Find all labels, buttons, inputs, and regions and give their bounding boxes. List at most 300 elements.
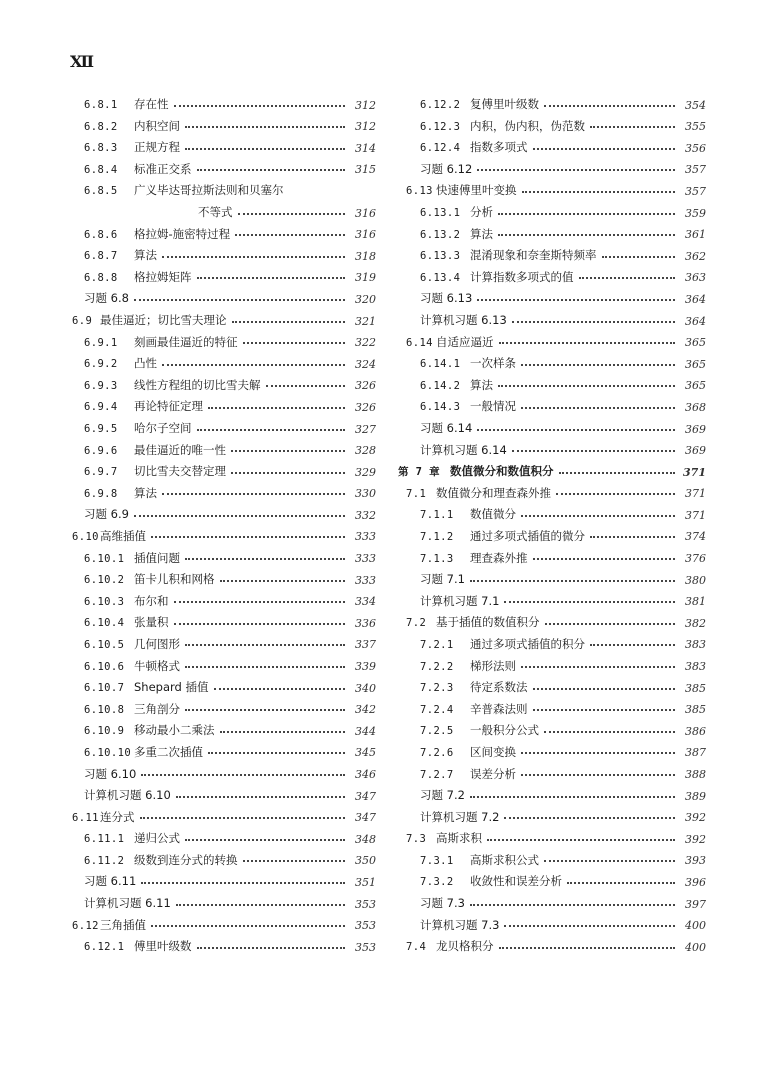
toc-entry-number: 7.1.3 [420, 552, 454, 565]
toc-dot-leader [174, 623, 346, 625]
toc-entry-page: 316 [355, 228, 376, 242]
toc-entry-page: 345 [355, 746, 376, 760]
toc-entry-title: 算法 [470, 377, 493, 392]
toc-entry-page: 365 [685, 336, 706, 350]
toc-section-entry [70, 305, 376, 327]
toc-subsection-entry [398, 672, 706, 694]
toc-entry-title: 数值微分和理查森外推 [436, 485, 551, 500]
toc-subsection-entry [70, 175, 376, 197]
toc-entry-page: 355 [685, 120, 706, 134]
toc-dot-leader [232, 321, 346, 323]
toc-dot-leader [214, 688, 346, 690]
toc-dot-leader [544, 860, 675, 862]
toc-subsection-entry [398, 262, 706, 284]
toc-dot-leader [134, 515, 345, 517]
toc-entry-number: 7.2.1 [420, 638, 454, 651]
toc-dot-leader [220, 731, 346, 733]
toc-entry-page: 334 [355, 595, 376, 609]
toc-entry-number: 6.10.9 [84, 725, 125, 738]
toc-entry-number: 6.10.2 [84, 574, 125, 587]
toc-section-entry [398, 175, 706, 197]
toc-dot-leader [176, 796, 345, 798]
toc-entry-number: 6.9.4 [84, 401, 118, 414]
toc-entry-title: 内积空间 [134, 118, 180, 133]
toc-entry-title: 通过多项式插值的微分 [470, 528, 585, 543]
toc-dot-leader [185, 558, 345, 560]
toc-entry-number: 7.3.1 [420, 854, 454, 867]
toc-dot-leader [208, 407, 345, 409]
toc-entry-page: 371 [683, 465, 706, 479]
toc-subsection-entry [398, 650, 706, 672]
toc-entry-page: 324 [355, 357, 376, 371]
toc-subsection-entry [398, 111, 706, 133]
toc-entry-title: 高斯求积公式 [470, 852, 539, 867]
toc-dot-leader [521, 364, 675, 366]
toc-entry-title: 基于插值的数值积分 [436, 615, 540, 630]
toc-entry-page: 314 [355, 141, 376, 155]
toc-entry-number: 6.9.5 [84, 423, 118, 435]
toc-entry-page: 339 [355, 660, 376, 674]
toc-entry-title: 广义毕达哥拉斯法则和贝塞尔 [134, 183, 284, 198]
toc-entry-title: 最佳逼近；切比雪夫理论 [100, 313, 227, 328]
toc-exercise-entry [70, 283, 376, 305]
toc-dot-leader [141, 774, 345, 776]
toc-entry-number: 6.13.1 [420, 207, 461, 220]
toc-entry-page: 333 [355, 573, 376, 587]
toc-dot-leader [231, 450, 345, 452]
toc-entry-page: 368 [685, 400, 706, 414]
toc-entry-page: 393 [685, 854, 706, 868]
toc-entry-number: 6.9.6 [84, 444, 118, 457]
toc-exercise-entry [398, 305, 706, 327]
toc-dot-leader [174, 601, 346, 603]
toc-entry-page: 326 [355, 400, 376, 414]
toc-subsection-entry [398, 197, 706, 219]
toc-subsection-entry [70, 931, 376, 953]
toc-dot-leader [185, 148, 345, 150]
toc-dot-leader [238, 213, 346, 215]
toc-entry-number: 6.8.7 [84, 250, 118, 263]
toc-dot-leader [499, 342, 676, 344]
toc-subsection-entry [398, 499, 706, 521]
toc-entry-number: 6.8.5 [84, 185, 118, 198]
toc-entry-title: 计算机习题 7.2 [420, 809, 500, 824]
toc-entry-title: 切比雪夫交替定理 [134, 464, 226, 479]
toc-dot-leader [197, 169, 346, 171]
toc-dot-leader [243, 342, 346, 344]
toc-entry-title: 习题 7.2 [420, 788, 465, 803]
toc-exercise-entry [70, 758, 376, 780]
toc-section-entry [70, 521, 376, 543]
toc-dot-leader [522, 191, 676, 193]
toc-subsection-entry [398, 758, 706, 780]
toc-entry-title: 标准正交系 [134, 161, 192, 176]
toc-entry-title: 傅里叶级数 [134, 939, 192, 954]
toc-entry-number: 6.14.3 [420, 401, 461, 414]
toc-entry-number: 6.13.2 [420, 228, 461, 241]
toc-entry-page: 388 [685, 768, 706, 781]
toc-entry-title: 存在性 [134, 97, 169, 112]
toc-exercise-entry [398, 802, 706, 824]
toc-entry-page: 328 [355, 444, 376, 458]
toc-entry-page: 346 [355, 768, 376, 781]
toc-entry-page: 322 [355, 336, 376, 350]
toc-entry-page: 330 [355, 487, 376, 501]
toc-entry-number: 7.2.7 [420, 768, 454, 781]
toc-entry-page: 351 [355, 875, 376, 889]
toc-entry-number: 6.10.10 [84, 746, 132, 759]
toc-subsection-entry [70, 650, 376, 672]
toc-entry-page: 329 [355, 465, 376, 479]
toc-subsection-entry [70, 823, 376, 845]
toc-subsection-entry [398, 737, 706, 759]
toc-entry-number: 6.9.3 [84, 379, 118, 392]
toc-dot-leader [521, 774, 675, 776]
toc-dot-leader [521, 407, 675, 409]
toc-subsection-entry [70, 413, 376, 435]
toc-entry-number: 7.3.2 [420, 876, 454, 889]
toc-subsection-entry [398, 391, 706, 413]
toc-entry-number: 6.13 [406, 185, 433, 198]
toc-exercise-entry [398, 435, 706, 457]
toc-dot-leader [499, 947, 676, 949]
toc-entry-page: 389 [685, 789, 706, 803]
toc-entry-title: 混淆现象和奈奎斯特频率 [470, 248, 597, 263]
toc-section-entry [398, 327, 706, 349]
toc-entry-page: 386 [685, 724, 706, 738]
toc-entry-title: 格拉姆矩阵 [134, 269, 192, 284]
toc-dot-leader [602, 256, 676, 258]
toc-subsection-entry [70, 737, 376, 759]
toc-entry-title: 龙贝格积分 [436, 939, 494, 954]
toc-entry-title: 快速傅里叶变换 [436, 183, 517, 198]
toc-entry-number: 6.10.3 [84, 595, 125, 608]
toc-subsection-entry [398, 240, 706, 262]
toc-entry-title: 哈尔子空间 [134, 421, 192, 435]
toc-subsection-entry [398, 715, 706, 737]
toc-entry-number: 6.12 [72, 919, 99, 932]
toc-dot-leader [477, 299, 675, 301]
toc-dot-leader [521, 752, 675, 754]
toc-exercise-entry [398, 888, 706, 910]
toc-entry-title: 数值微分 [470, 507, 516, 522]
toc-entry-page: 387 [685, 746, 706, 760]
toc-entry-page: 321 [355, 314, 376, 328]
toc-entry-title: 张量积 [134, 615, 169, 630]
toc-entry-number: 7.1.1 [420, 509, 454, 522]
toc-entry-number: 6.10.5 [84, 638, 125, 651]
toc-entry-page: 381 [685, 595, 706, 609]
toc-dot-leader [140, 817, 346, 819]
toc-entry-page: 353 [355, 897, 376, 911]
toc-entry-number: 6.8.8 [84, 271, 118, 284]
toc-entry-page: 369 [685, 444, 706, 458]
toc-entry-page: 312 [355, 98, 376, 112]
toc-entry-title: 辛普森法则 [470, 701, 528, 716]
toc-entry-page: 385 [685, 681, 706, 695]
toc-entry-title: 习题 6.14 [420, 421, 473, 435]
toc-dot-leader [231, 472, 345, 474]
toc-entry-page: 333 [355, 530, 376, 544]
toc-subsection-entry [70, 672, 376, 694]
toc-entry-page: 383 [685, 660, 706, 674]
toc-entry-page: 332 [355, 508, 376, 522]
toc-entry-page: 316 [355, 206, 376, 220]
toc-exercise-entry [398, 283, 706, 305]
toc-entry-number: 7.3 [406, 833, 427, 846]
toc-entry-title: 移动最小二乘法 [134, 723, 215, 738]
toc-dot-leader [504, 601, 675, 603]
toc-entry-title: 分析 [470, 205, 493, 220]
toc-entry-title: 布尔和 [134, 593, 169, 608]
toc-dot-leader [162, 256, 345, 258]
toc-dot-leader [545, 623, 676, 625]
toc-entry-number: 6.9.7 [84, 466, 118, 479]
toc-entry-title: 复傅里叶级数 [470, 97, 539, 112]
toc-subsection-entry [70, 845, 376, 867]
toc-entry-number: 6.13.4 [420, 271, 461, 284]
toc-entry-page: 353 [355, 919, 376, 933]
toc-chapter-entry [398, 456, 706, 478]
toc-entry-page: 369 [685, 422, 706, 436]
toc-dot-leader [208, 752, 345, 754]
toc-entry-title: 计算机习题 7.3 [420, 917, 500, 932]
toc-exercise-entry [398, 154, 706, 176]
toc-entry-page: 363 [685, 271, 706, 285]
toc-dot-leader [559, 472, 676, 474]
toc-entry-title: 习题 6.12 [420, 161, 473, 176]
toc-subsection-entry [398, 845, 706, 867]
toc-entry-page: 392 [685, 811, 706, 825]
toc-entry-title: 习题 7.1 [420, 572, 465, 587]
toc-entry-page: 400 [685, 940, 706, 954]
toc-dot-leader [176, 904, 345, 906]
toc-dot-leader [590, 536, 675, 538]
toc-entry-title: 算法 [134, 485, 157, 500]
toc-entry-number: 7.2.6 [420, 746, 454, 759]
toc-exercise-entry [398, 413, 706, 435]
toc-entry-number: 6.8.2 [84, 120, 118, 133]
toc-entry-title: 计算指数多项式的值 [470, 269, 574, 284]
toc-dot-leader [197, 277, 346, 279]
toc-exercise-entry [398, 586, 706, 608]
toc-entry-number: 6.9 [72, 315, 93, 328]
toc-subsection-entry [398, 694, 706, 716]
toc-subsection-entry [70, 154, 376, 176]
toc-dot-leader [185, 126, 345, 128]
toc-entry-title: Shepard 插值 [134, 680, 209, 695]
toc-dot-leader [185, 709, 345, 711]
toc-section-entry [398, 478, 706, 500]
toc-subsection-entry [70, 478, 376, 500]
toc-entry-title: 牛顿格式 [134, 658, 180, 673]
toc-entry-number: 6.10.8 [84, 703, 125, 716]
toc-entry-title: 算法 [470, 226, 493, 241]
toc-dot-leader [590, 644, 675, 646]
toc-entry-title: 高斯求积 [436, 831, 482, 846]
toc-subsection-entry [70, 715, 376, 737]
toc-exercise-entry [70, 888, 376, 910]
toc-subsection-entry [70, 542, 376, 564]
toc-subsection-entry [70, 89, 376, 111]
toc-entry-page: 350 [355, 854, 376, 868]
toc-subsection-entry [70, 435, 376, 457]
toc-dot-leader [544, 731, 675, 733]
toc-dot-leader [470, 580, 675, 582]
toc-dot-leader [579, 277, 676, 279]
toc-entry-title: 习题 6.9 [84, 507, 129, 522]
toc-exercise-entry [398, 780, 706, 802]
toc-dot-leader [498, 385, 675, 387]
toc-dot-leader [477, 169, 675, 171]
toc-subsection-entry [70, 370, 376, 392]
toc-dot-leader [498, 234, 675, 236]
toc-subsection-entry [70, 197, 376, 219]
toc-entry-page: 318 [355, 249, 376, 263]
toc-entry-number: 6.9.8 [84, 487, 118, 500]
toc-entry-title: 三角剖分 [134, 701, 180, 716]
toc-subsection-entry [398, 866, 706, 888]
toc-entry-number: 7.2.3 [420, 682, 454, 695]
toc-entry-number: 6.10 [72, 530, 99, 543]
toc-subsection-entry [398, 219, 706, 241]
toc-entry-page: 347 [355, 811, 376, 825]
toc-entry-number: 6.14.1 [420, 358, 461, 371]
toc-subsection-entry [70, 111, 376, 133]
toc-dot-leader [533, 688, 676, 690]
toc-subsection-entry [70, 629, 376, 651]
toc-dot-leader [151, 536, 345, 538]
toc-dot-leader [487, 839, 675, 841]
toc-subsection-entry [70, 262, 376, 284]
toc-subsection-entry [398, 348, 706, 370]
toc-subsection-entry [70, 607, 376, 629]
toc-dot-leader [162, 364, 345, 366]
toc-entry-title: 级数到连分式的转换 [134, 852, 238, 867]
toc-entry-title: 内积，伪内积，伪范数 [470, 118, 585, 133]
toc-dot-leader [470, 904, 675, 906]
toc-entry-title: 计算机习题 6.11 [84, 896, 171, 911]
toc-entry-number: 6.8.3 [84, 142, 118, 155]
toc-entry-page: 357 [685, 163, 706, 177]
toc-entry-number: 第 7 章 [398, 466, 440, 479]
toc-entry-page: 385 [685, 703, 706, 717]
toc-entry-title: 误差分析 [470, 766, 516, 781]
toc-entry-title: 凸性 [134, 356, 157, 371]
toc-entry-page: 374 [685, 530, 706, 544]
toc-entry-title: 待定系数法 [470, 680, 528, 695]
toc-entry-page: 357 [685, 184, 706, 198]
toc-dot-leader [197, 429, 346, 431]
toc-entry-number: 6.8.6 [84, 228, 118, 241]
toc-entry-title: 数值微分和数值积分 [450, 464, 554, 479]
toc-entry-title: 自适应逼近 [436, 334, 494, 349]
toc-entry-number: 6.9.1 [84, 336, 118, 349]
toc-entry-title: 笛卡儿积和网格 [134, 572, 215, 587]
toc-entry-title: 不等式 [198, 205, 233, 220]
toc-subsection-entry [398, 629, 706, 651]
toc-entry-page: 380 [685, 573, 706, 587]
toc-entry-title: 习题 6.8 [84, 291, 129, 306]
toc-entry-page: 364 [685, 314, 706, 328]
toc-dot-leader [141, 882, 345, 884]
toc-dot-leader [477, 429, 675, 431]
toc-subsection-entry [70, 564, 376, 586]
toc-entry-title: 习题 6.11 [84, 874, 137, 889]
toc-dot-leader [185, 839, 345, 841]
toc-entry-page: 312 [355, 120, 376, 134]
toc-entry-page: 371 [685, 508, 706, 522]
toc-entry-title: 计算机习题 6.10 [84, 788, 171, 803]
toc-dot-leader [533, 148, 676, 150]
toc-dot-leader [220, 580, 346, 582]
toc-entry-title: 一般积分公式 [470, 723, 539, 738]
toc-exercise-entry [398, 564, 706, 586]
toc-entry-number: 6.8.1 [84, 99, 118, 112]
toc-dot-leader [521, 666, 675, 668]
toc-entry-title: 刻画最佳逼近的特征 [134, 334, 238, 349]
toc-entry-page: 342 [355, 703, 376, 717]
toc-section-entry [398, 607, 706, 629]
toc-entry-title: 插值问题 [134, 550, 180, 565]
toc-dot-leader [174, 105, 346, 107]
toc-dot-leader [504, 925, 675, 927]
toc-entry-page: 333 [355, 552, 376, 566]
toc-entry-number: 6.12.2 [420, 99, 461, 112]
toc-entry-page: 392 [685, 832, 706, 846]
toc-entry-number: 6.14 [406, 336, 433, 349]
toc-dot-leader [590, 126, 675, 128]
toc-subsection-entry [70, 586, 376, 608]
toc-entry-title: 高维插值 [100, 528, 146, 543]
toc-entry-number: 7.1 [406, 487, 427, 500]
toc-entry-title: 指数多项式 [470, 140, 528, 155]
toc-entry-page: 371 [685, 487, 706, 501]
toc-exercise-entry [398, 910, 706, 932]
toc-entry-title: 收敛性和误差分析 [470, 874, 562, 889]
toc-entry-page: 356 [685, 141, 706, 155]
toc-dot-leader [498, 213, 675, 215]
toc-entry-title: 区间变换 [470, 744, 516, 759]
toc-column-right [398, 89, 706, 953]
toc-entry-page: 315 [355, 163, 376, 177]
toc-entry-number: 7.4 [406, 941, 427, 954]
toc-subsection-entry [70, 327, 376, 349]
toc-entry-page: 353 [355, 940, 376, 954]
toc-entry-number: 6.8.4 [84, 163, 118, 176]
toc-subsection-entry [70, 391, 376, 413]
toc-entry-title: 多重二次插值 [134, 744, 203, 759]
toc-entry-number: 7.2 [406, 617, 427, 630]
toc-entry-number: 6.11.2 [84, 854, 125, 867]
toc-dot-leader [504, 817, 675, 819]
toc-dot-leader [185, 644, 345, 646]
toc-entry-title: 习题 7.3 [420, 896, 465, 911]
toc-entry-title: 计算机习题 6.14 [420, 442, 507, 457]
toc-entry-page: 344 [355, 724, 376, 738]
toc-entry-number: 6.10.1 [84, 552, 125, 565]
toc-entry-title: 梯形法则 [470, 658, 516, 673]
toc-entry-page: 359 [685, 206, 706, 220]
toc-subsection-entry [398, 132, 706, 154]
toc-entry-title: 习题 6.13 [420, 291, 473, 306]
toc-subsection-entry [70, 456, 376, 478]
toc-entry-title: 线性方程组的切比雪夫解 [134, 377, 261, 392]
toc-entry-title: 几何图形 [134, 636, 180, 651]
toc-entry-title: 再论特征定理 [134, 399, 203, 414]
toc-entry-page: 361 [685, 228, 706, 242]
toc-subsection-entry [398, 542, 706, 564]
